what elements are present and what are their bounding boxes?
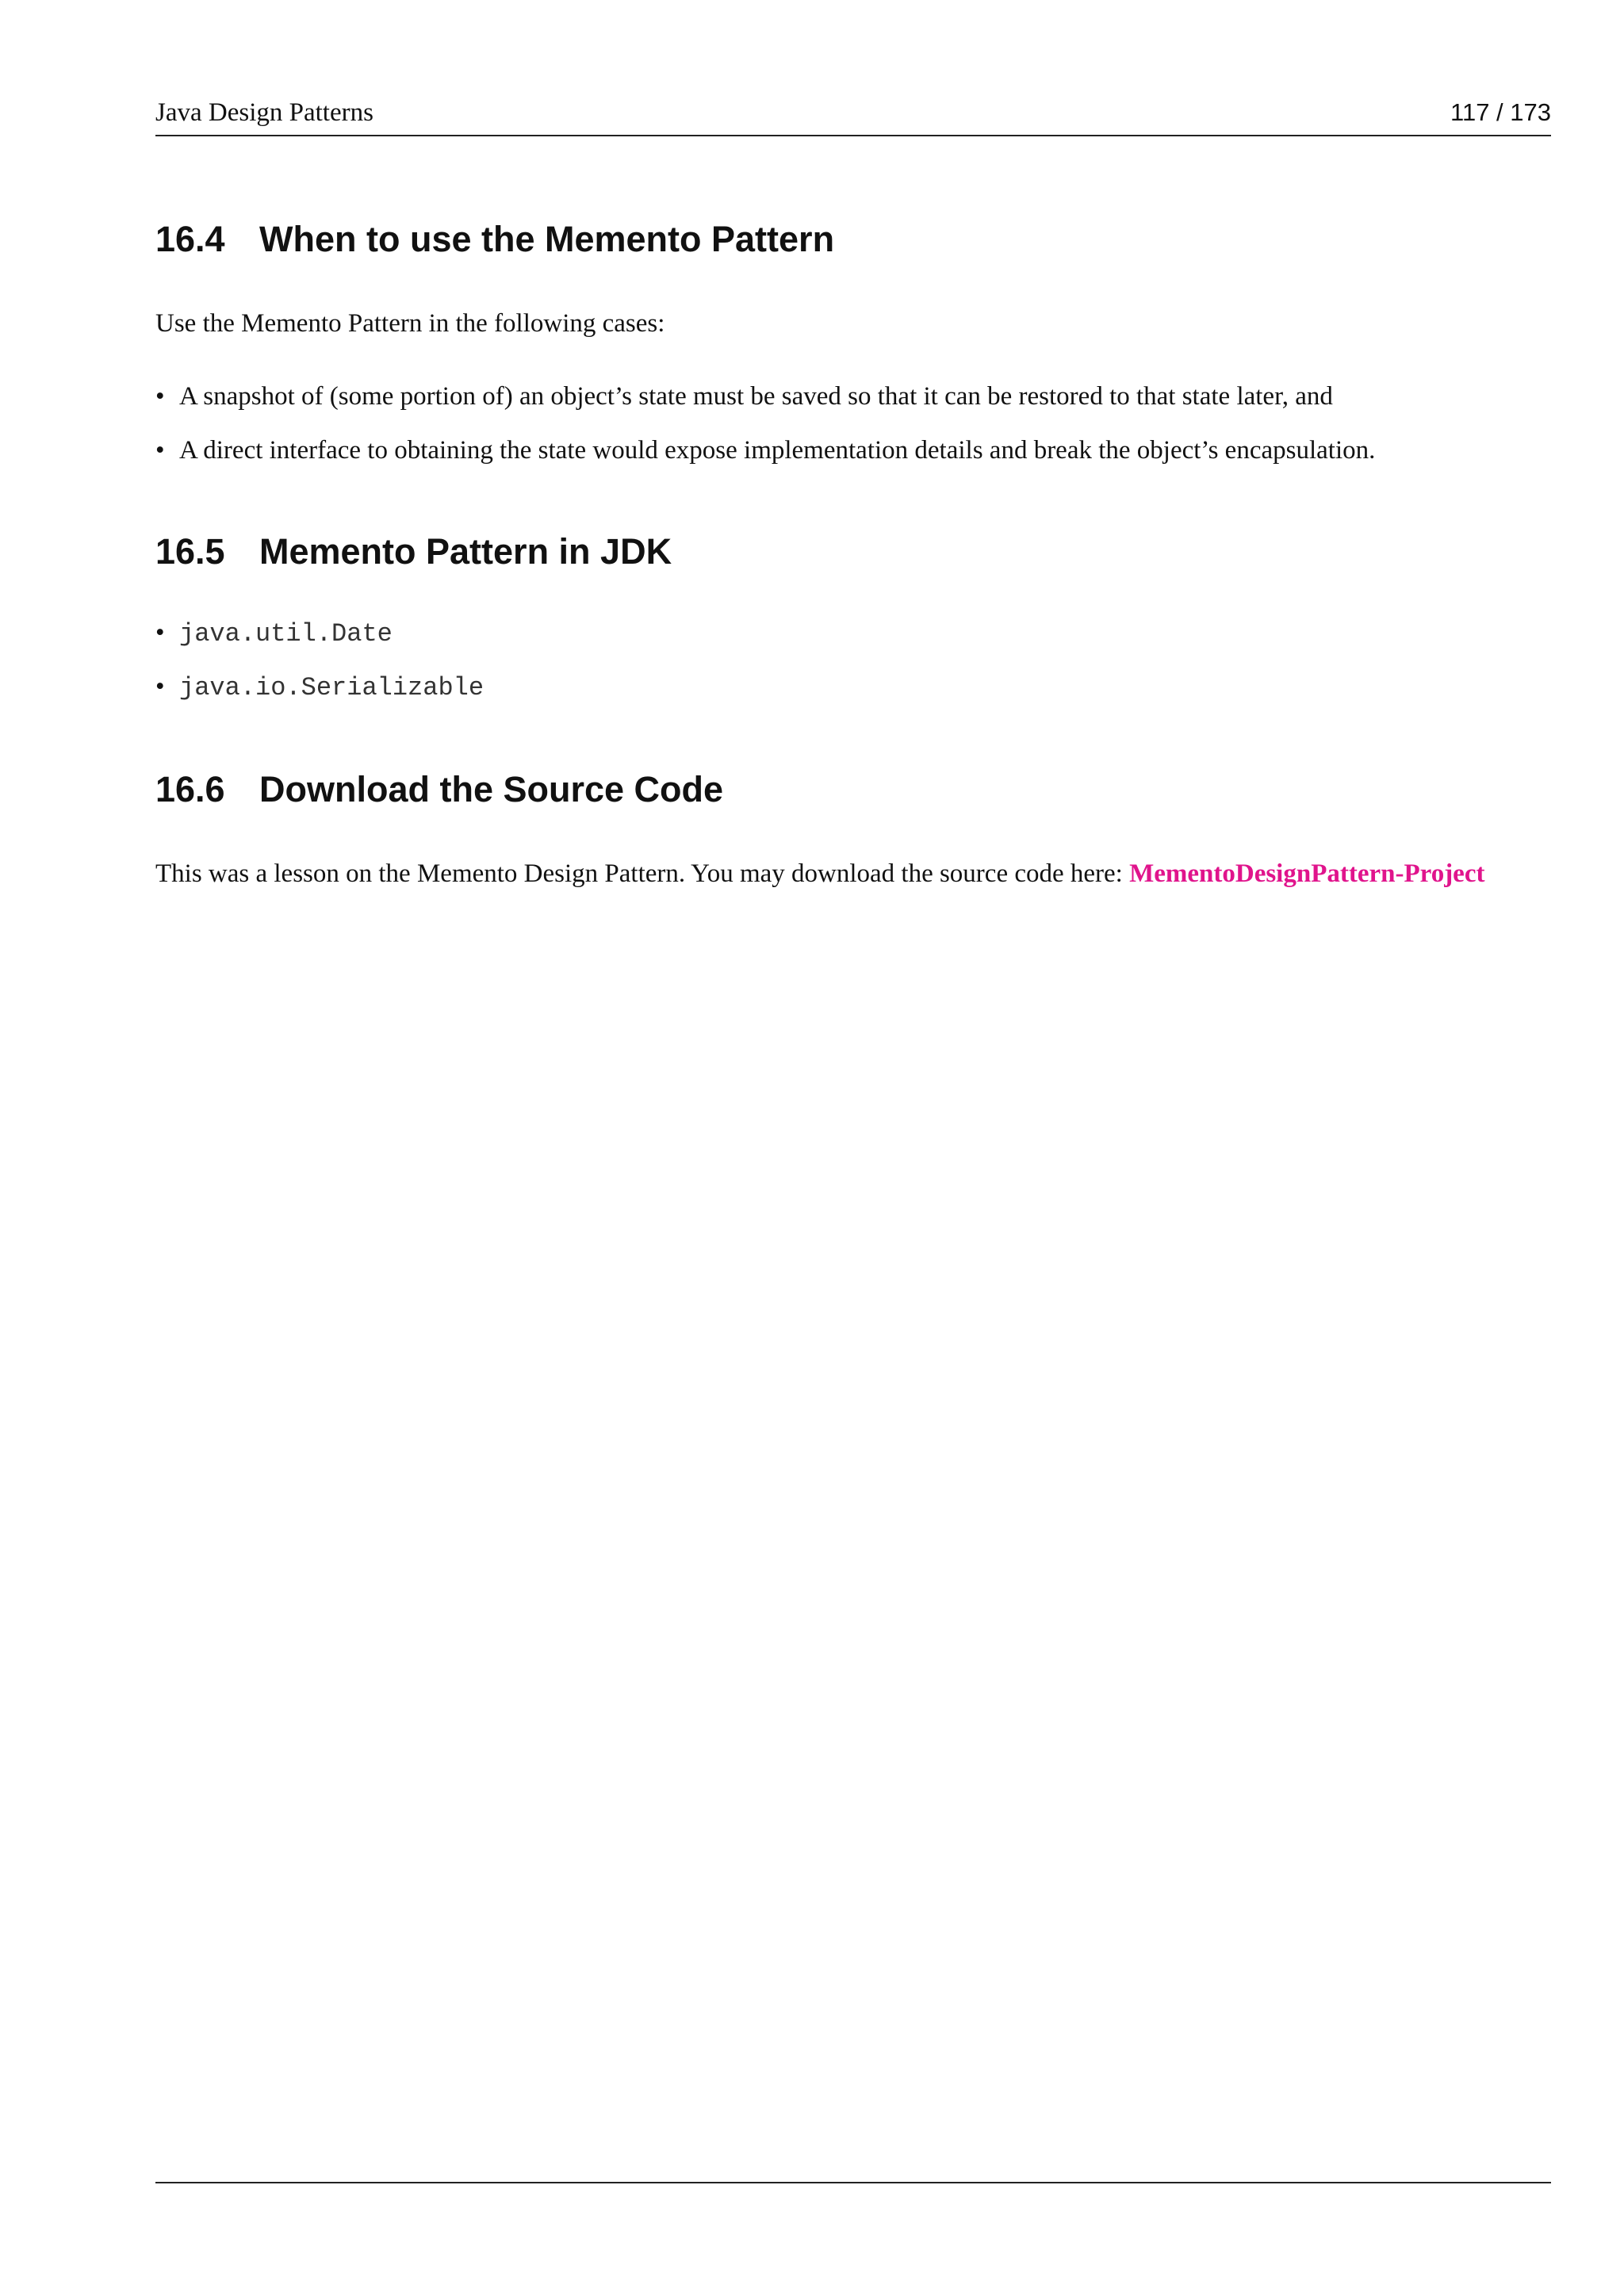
section-heading-16-5	[155, 530, 672, 574]
section-intro: Use the Memento Pattern in the following cases:	[155, 309, 665, 338]
code-class-name: java.io.Serializable	[179, 673, 485, 702]
jdk-examples-list	[155, 615, 484, 723]
list-item-text: A snapshot of (some portion of) an object’s state must be saved so that it can be restored to that state later, and	[179, 382, 1333, 411]
list-item-text: A direct interface to obtaining the state would expose implementation details and break the object’s encapsulation.	[179, 436, 1376, 465]
section-title: Download the Source Code	[259, 769, 724, 809]
section-number: 16.5	[155, 531, 225, 572]
list-item	[155, 433, 1375, 468]
section-title: Memento Pattern in JDK	[259, 531, 672, 572]
section-heading-16-6	[155, 767, 723, 812]
bullet-icon: •	[155, 672, 165, 701]
list-item	[155, 615, 484, 650]
page-header	[155, 97, 1551, 136]
bullet-icon: •	[155, 382, 165, 411]
bullet-icon: •	[155, 618, 165, 647]
footer-rule	[155, 2182, 1551, 2183]
list-item	[155, 379, 1375, 414]
section-title: When to use the Memento Pattern	[259, 219, 835, 259]
source-code-link[interactable]: MementoDesignPattern-Project	[1129, 859, 1485, 888]
section-heading-16-4	[155, 217, 834, 262]
code-class-name: java.util.Date	[179, 619, 393, 649]
list-item	[155, 669, 484, 704]
section-number: 16.6	[155, 769, 225, 809]
download-text: This was a lesson on the Memento Design Pattern. You may download the source code here:	[155, 859, 1130, 888]
page-number: 117 / 173	[1450, 98, 1551, 126]
download-paragraph	[155, 856, 1484, 891]
bullet-icon: •	[155, 436, 165, 465]
section-number: 16.4	[155, 219, 225, 259]
document-title: Java Design Patterns	[155, 98, 373, 127]
use-cases-list	[155, 379, 1375, 487]
